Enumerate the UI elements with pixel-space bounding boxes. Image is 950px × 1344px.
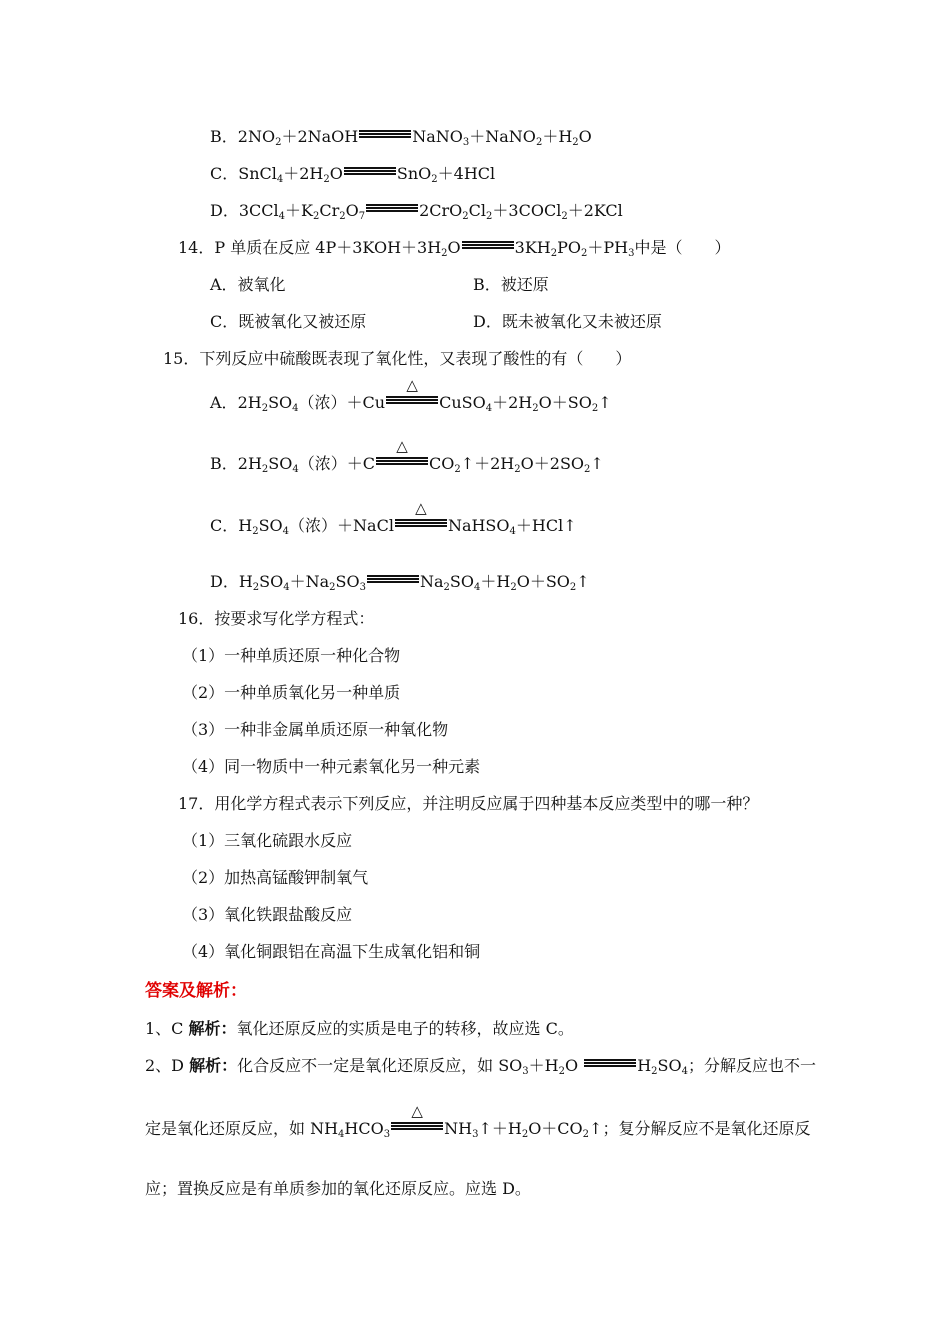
equals-heat-sign-icon bbox=[395, 499, 447, 527]
heat-triangle-icon: △ bbox=[396, 437, 408, 455]
q15-option-b: B．$2H_2SO_4$（浓）＋C △ $CO_2↑+2H_2O+2SO_2↑$ bbox=[210, 437, 604, 475]
q16-item: （1）一种单质还原一种化合物 bbox=[182, 646, 401, 665]
q13-option-b: B．$2NO_2+2NaOH$ $NaNO_3+NaNO_2+H_2O$ bbox=[210, 127, 592, 148]
q14-option-a: A．被氧化 bbox=[210, 275, 286, 294]
q15-option-c: C．$H_2SO_4$（浓）＋NaCl △ NaHSO$_4$＋HCl↑ bbox=[210, 499, 577, 537]
equals-sign-icon bbox=[344, 167, 396, 175]
q13-option-d: D．$3CCl_4+K_2Cr_2O_7$ $2CrO_2Cl_2+3COCl_2+2KCl$ bbox=[210, 201, 623, 222]
answer-2-line-1: 2、D 解析：化合反应不一定是氧化还原反应，如 $SO_3+H_2O$ $H_2SO_4$；分解反应也不一 bbox=[145, 1056, 817, 1077]
equals-sign-icon bbox=[367, 575, 419, 583]
equals-sign-icon bbox=[584, 1059, 636, 1067]
q15-option-d: D．$H_2SO_4+Na_2SO_3$ $Na_2SO_4+H_2O+SO_2↑$ bbox=[210, 572, 590, 593]
q14-stem: 14．P 单质在反应 $4P+3KOH+3H_2O$ $3KH_2PO_2+PH_3$中是（ ） bbox=[178, 238, 731, 259]
answer-2-line-2: 定是氧化还原反应，如 $NH_4HCO_3$ △ $NH_3↑+H_2O+CO_2↑$；复分解反应不是氧化还原反 bbox=[145, 1102, 811, 1140]
answer-1: 1、C 解析：氧化还原反应的实质是电子的转移，故应选 C。 bbox=[145, 1019, 574, 1038]
heat-triangle-icon: △ bbox=[411, 1102, 423, 1120]
answers-heading: 答案及解析： bbox=[145, 981, 247, 1001]
equals-heat-sign-icon bbox=[376, 437, 428, 465]
q15-option-a: A．$2H_2SO_4$（浓）＋Cu △ $CuSO_4+2H_2O+SO_2↑$ bbox=[210, 376, 612, 414]
q14-option-d: D．既未被氧化又未被还原 bbox=[473, 312, 662, 331]
equals-heat-sign-icon bbox=[391, 1102, 443, 1130]
q16-item: （2）一种单质氧化另一种单质 bbox=[182, 683, 401, 702]
equals-sign-icon bbox=[359, 130, 411, 138]
q13-option-c: C．$SnCl_4+2H_2O$ SnO$_2$＋4HCl bbox=[210, 164, 496, 185]
q14-option-c: C．既被氧化又被还原 bbox=[210, 312, 367, 331]
heat-triangle-icon: △ bbox=[415, 499, 427, 517]
equals-sign-icon bbox=[462, 241, 514, 249]
q15-stem: 15．下列反应中硫酸既表现了氧化性，又表现了酸性的有（ ） bbox=[163, 349, 632, 368]
q16-stem: 16．按要求写化学方程式： bbox=[178, 609, 375, 628]
q14-option-b: B．被还原 bbox=[473, 275, 549, 294]
q16-item: （3）一种非金属单质还原一种氧化物 bbox=[182, 720, 449, 739]
q17-item: （4）氧化铜跟铝在高温下生成氧化铝和铜 bbox=[182, 942, 481, 961]
answer-2-line-3: 应；置换反应是有单质参加的氧化还原反应。应选 D。 bbox=[145, 1179, 531, 1198]
q17-item: （3）氧化铁跟盐酸反应 bbox=[182, 905, 353, 924]
equals-sign-icon bbox=[366, 204, 418, 212]
q16-item: （4）同一物质中一种元素氧化另一种元素 bbox=[182, 757, 481, 776]
q17-stem: 17．用化学方程式表示下列反应，并注明反应属于四种基本反应类型中的哪一种？ bbox=[178, 794, 759, 813]
heat-triangle-icon: △ bbox=[406, 376, 418, 394]
equals-heat-sign-icon bbox=[386, 376, 438, 404]
q17-item: （2）加热高锰酸钾制氧气 bbox=[182, 868, 369, 887]
q17-item: （1）三氧化硫跟水反应 bbox=[182, 831, 353, 850]
